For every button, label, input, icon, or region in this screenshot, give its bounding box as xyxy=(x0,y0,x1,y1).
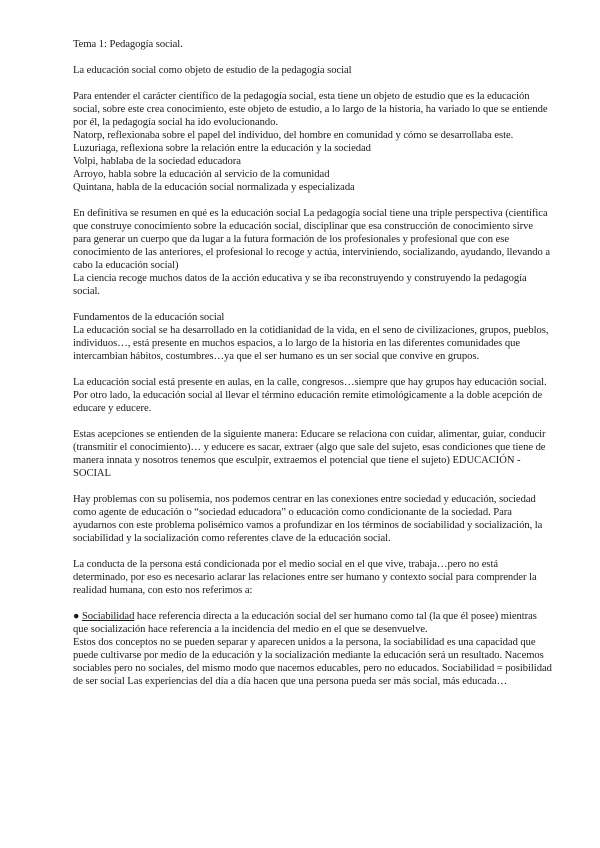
section-heading: La educación social como objeto de estudio de la pedagogía social xyxy=(73,65,352,76)
body-paragraph: Hay problemas con su polisemia, nos podemos centrar en las conexiones entre sociedad y educación, sociedad como agente de educación o “sociedad educadora” o educación como condicionante de la sociedad. Para ayudarnos con este problema polisémico vamos a profundizar en los términos de sociabilidad y socialización, la sociabilidad y la socialización como referentes clave de la educación social. xyxy=(73,494,543,544)
body-paragraph: Estas acepciones se entienden de la siguiente manera: Educare se relaciona con cuidar, alimentar, guiar, conducir (transmitir el conocimiento)… y educere es sacar, extraer (algo que sale del sujeto, esas condiciones que tiene de manera innata y nosotros tenemos que esculpir, extraemos el potencial que tiene el sujeto) EDUCACIÓN - SOCIAL xyxy=(73,429,546,479)
summary-paragraph: En definitiva se resumen en qué es la educación social La pedagogía social tiene una triple perspectiva (científica que construye conocimiento sobre la educación social, disciplinar que esa construcción de conocimiento sirve para generar un cuerpo que da lugar a la futura formación de los profesionales y profesional que con ese conocimiento de las anteriores, el profesional lo recoge y actúa, interviniendo, socializando, ayudando, llevando a cabo la educación social) xyxy=(73,208,550,271)
body-paragraph: La educación social se ha desarrollado en la cotidianidad de la vida, en el seno de civilizaciones, grupos, pueblos, individuos…, está presente en muchos espacios, a lo largo de la historia en las diferentes comunidades que intercambian hábitos, costumbres…ya que el ser humano es un ser social que convive en grupos. xyxy=(73,325,549,362)
author-line: Natorp, reflexionaba sobre el papel del individuo, del hombre en comunidad y cómo se desarrollaba este. xyxy=(73,130,514,141)
body-paragraph: Estos dos conceptos no se pueden separar y aparecen unidos a la persona, la sociabilidad es una capacidad que puede cultivarse por medio de la educación y la socialización mediante la educación será un resultado. Nacemos sociables pero no sociales, del mismo modo que nacemos educables, pero no educados. Sociabilidad = posibilidad de ser social Las experiencias del día a día hacen que una persona pueda ser más social, más educada… xyxy=(73,637,552,687)
bullet-paragraph xyxy=(73,610,553,636)
author-line: Volpi, hablaba de la sociedad educadora xyxy=(73,156,241,167)
document-title: Tema 1: Pedagogía social. xyxy=(73,39,183,50)
body-paragraph: La conducta de la persona está condicionada por el medio social en el que vive, trabaja…pero no está determinado, por eso es necesario aclarar las relaciones entre ser humano y contexto social para comprender la realidad humana, con esto nos referimos a: xyxy=(73,559,537,596)
body-paragraph: La educación social está presente en aulas, en la calle, congresos…siempre que hay grupos hay educación social. Por otro lado, la educación social al llevar el término educación remite etimológicamente a la doble acepción de educare y educere. xyxy=(73,377,547,414)
document-page xyxy=(73,38,553,688)
author-line: Quintana, habla de la educación social normalizada y especializada xyxy=(73,182,355,193)
bullet-text: hace referencia directa a la educación social del ser humano como tal (la que él posee) mientras que socialización hace referencia a la incidencia del medio en el que se desenvuelve. xyxy=(73,611,537,635)
summary-paragraph: La ciencia recoge muchos datos de la acción educativa y se iba reconstruyendo y construyendo la pedagogía social. xyxy=(73,273,527,297)
author-line: Arroyo, habla sobre la educación al servicio de la comunidad xyxy=(73,169,330,180)
bullet-term: Sociabilidad xyxy=(81,611,135,622)
section-heading: Fundamentos de la educación social xyxy=(73,312,225,323)
intro-paragraph: Para entender el carácter científico de la pedagogía social, esta tiene un objeto de estudio que es la educación social, sobre este crea conocimiento, este objeto de estudio, a lo largo de la historia, ha variado lo que se entiende por él, la pedagogía social ha ido evolucionando. xyxy=(73,91,548,128)
author-line: Luzuriaga, reflexiona sobre la relación entre la educación y la sociedad xyxy=(73,143,371,154)
bullet-icon: ● xyxy=(73,611,80,622)
